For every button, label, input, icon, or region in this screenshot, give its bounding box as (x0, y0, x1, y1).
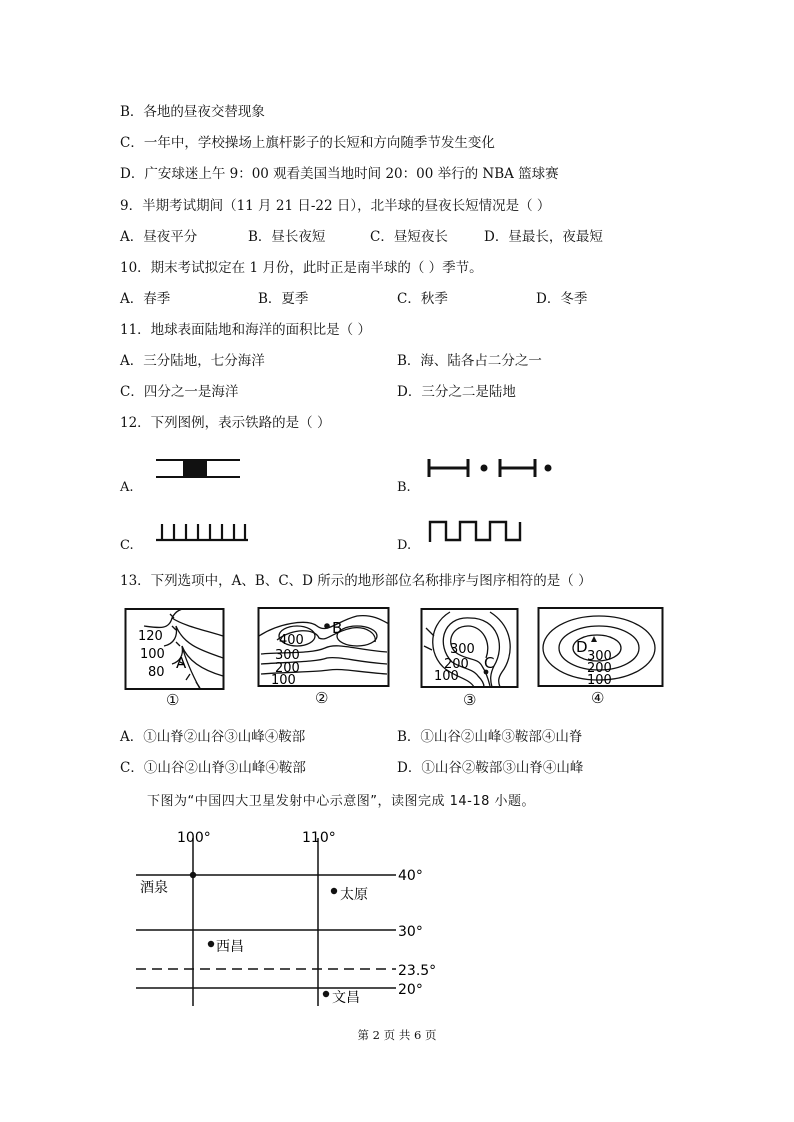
city-taiyuan: 太原 (340, 887, 368, 903)
q13-option-d: D．①山谷②鞍部③山脊④山峰 (397, 760, 584, 776)
legend-d-wall-symbol (426, 516, 526, 546)
lat-label-20: 20° (398, 982, 423, 998)
q11-option-d: D．三分之二是陆地 (397, 384, 516, 400)
map1-point-a: A (176, 654, 187, 672)
q13-option-a: A．①山脊②山谷③山峰④鞍部 (120, 729, 306, 745)
q11-option-b: B．海、陆各占二分之一 (397, 353, 542, 369)
figure-intro: 下图为“中国四大卫星发射中心示意图”，读图完成 14-18 小题。 (147, 794, 536, 809)
contour-map-4 (537, 606, 665, 688)
map3-point-c: C (484, 654, 495, 672)
q10-option-c: C．秋季 (397, 291, 448, 307)
q12-label-c: C. (120, 538, 134, 553)
q10-option-d: D．冬季 (536, 291, 588, 307)
map4-contour-100: 100 (587, 673, 612, 688)
map3-number: ③ (463, 691, 477, 709)
contour-map-3 (420, 606, 520, 690)
city-wenchang: 文昌 (332, 990, 360, 1006)
map2-contour-200: 200 (275, 661, 300, 676)
q9-option-c: C．昼短夜长 (370, 229, 448, 245)
map2-point-b: B (332, 619, 343, 637)
q12-label-a: A. (120, 480, 134, 495)
map1-number: ① (166, 691, 180, 709)
q9-option-d: D．昼最长，夜最短 (484, 229, 603, 245)
lon-label-100: 100° (177, 830, 211, 846)
contour-map-1 (124, 606, 226, 690)
q8-option-c: C．一年中，学校操场上旗杆影子的长短和方向随季节发生变化 (120, 135, 495, 151)
map3-contour-100: 100 (434, 669, 459, 684)
q10-option-a: A．春季 (120, 291, 171, 307)
map1-contour-100: 100 (140, 647, 165, 662)
legend-b-boundary-symbol (424, 455, 556, 481)
map3-contour-200: 200 (444, 657, 469, 672)
map4-contour-200: 200 (587, 661, 612, 676)
city-jiuquan: 酒泉 (140, 880, 168, 896)
legend-a-railway-symbol (152, 455, 244, 485)
q10-stem: 10．期末考试拟定在 1 月份，此时正是南半球的（ ）季节。 (120, 260, 483, 276)
q8-option-b: B．各地的昼夜交替现象 (120, 104, 265, 120)
q8-option-d: D．广安球迷上午 9：00 观看美国当地时间 20：00 举行的 NBA 篮球赛 (120, 166, 559, 182)
map1-contour-80: 80 (148, 665, 165, 680)
q12-label-b: B. (397, 480, 411, 495)
q13-option-b: B．①山谷②山峰③鞍部④山脊 (397, 729, 583, 745)
map1-contour-120: 120 (138, 629, 163, 644)
map4-contour-300: 300 (587, 649, 612, 664)
q11-option-c: C．四分之一是海洋 (120, 384, 239, 400)
q13-option-c: C．①山谷②山脊③山峰④鞍部 (120, 760, 306, 776)
map4-number: ④ (591, 689, 605, 707)
map2-contour-400: 400 (279, 633, 304, 648)
city-xichang: 西昌 (216, 939, 244, 955)
q9-stem: 9．半期考试期间（11 月 21 日-22 日），北半球的昼夜长短情况是（ ） (120, 198, 551, 214)
legend-c-cliff-symbol (152, 519, 252, 545)
map4-point-d: D (576, 638, 588, 656)
lat-label-40: 40° (398, 868, 423, 884)
contour-map-2 (257, 606, 391, 688)
map2-contour-100: 100 (271, 673, 296, 688)
lon-label-110: 110° (302, 830, 336, 846)
q11-stem: 11．地球表面陆地和海洋的面积比是（ ） (120, 322, 371, 338)
map2-number: ② (315, 689, 329, 707)
lat-label-23-5: 23.5° (398, 963, 437, 979)
launch-center-map (130, 826, 450, 1010)
q13-stem: 13．下列选项中，A、B、C、D 所示的地形部位名称排序与图序相符的是（ ） (120, 573, 592, 589)
q12-label-d: D. (397, 538, 412, 553)
q10-option-b: B．夏季 (258, 291, 309, 307)
q12-stem: 12．下列图例，表示铁路的是（ ） (120, 415, 331, 431)
q9-option-b: B．昼长夜短 (248, 229, 326, 245)
map2-contour-300: 300 (275, 648, 300, 663)
q9-option-a: A．昼夜平分 (120, 229, 198, 245)
q11-option-a: A．三分陆地，七分海洋 (120, 353, 265, 369)
lat-label-30: 30° (398, 924, 423, 940)
page-footer: 第 2 页 共 6 页 (357, 1028, 437, 1042)
map3-contour-300: 300 (450, 642, 475, 657)
